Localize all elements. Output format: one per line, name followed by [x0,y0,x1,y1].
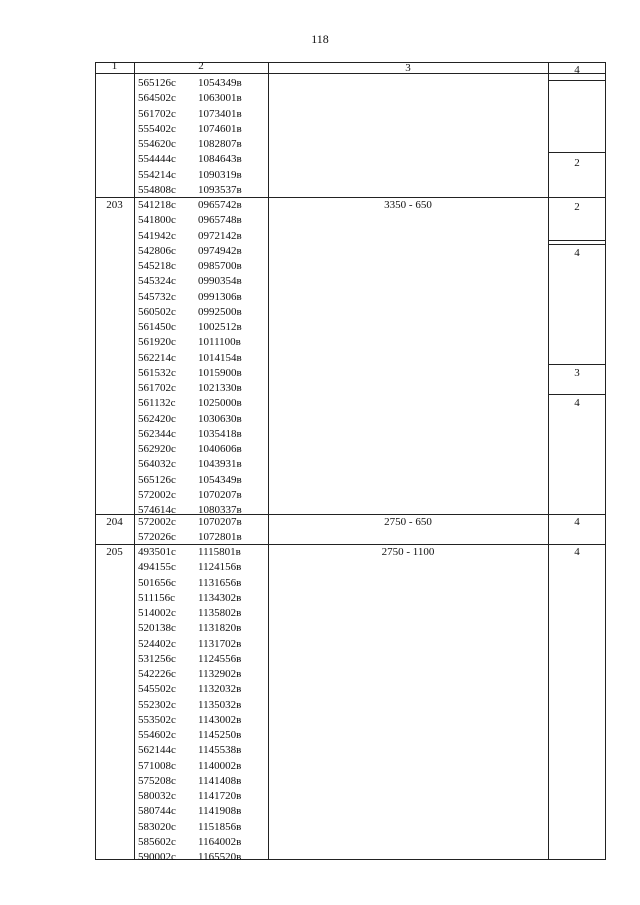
coordinate-row [138,335,268,350]
longitude: 1070207в [198,488,242,501]
latitude: 565126с [138,77,176,89]
longitude: 1025000в [198,397,242,410]
latitude: 511156с [138,591,176,604]
coordinate-row [138,152,268,167]
longitude: 0972142в [198,229,242,242]
coordinate-row [138,804,268,819]
coordinate-row [138,473,268,488]
latitude: 541800с [138,214,176,227]
longitude: 1143002в [198,713,242,726]
coordinate-row [138,320,268,335]
coordinate-row [138,606,268,621]
col4-mark: 4 [574,546,580,558]
latitude: 514002с [138,607,176,619]
longitude: 1124156в [198,561,242,574]
coordinate-row [138,545,268,560]
latitude: 561132с [138,397,176,410]
col4-separator [548,152,606,153]
longitude: 0991306в [198,290,242,303]
table-right-border [605,62,606,859]
latitude: 572002с [138,488,176,501]
latitude: 572026с [138,531,176,544]
col2-right-border [268,62,269,859]
latitude: 554620с [138,138,176,150]
coordinate-row [138,137,268,152]
longitude: 1093537в [198,183,242,196]
latitude: 531256с [138,652,176,665]
coordinate-row [138,774,268,789]
col4-mark: 3 [574,367,580,379]
coordinate-row [138,427,268,442]
longitude: 1140002в [198,759,242,772]
coordinate-row [138,274,268,289]
coordinate-row [138,290,268,305]
longitude: 1141408в [198,774,242,787]
longitude: 0985700в [198,260,242,272]
header-col2: 2 [198,60,204,72]
latitude: 554808с [138,183,176,196]
col4-mark: 4 [574,247,580,259]
coordinates-table [95,60,606,863]
latitude: 541218с [138,199,176,211]
coordinate-row [138,621,268,636]
longitude: 1145250в [198,729,242,741]
longitude: 1134302в [198,591,242,604]
longitude: 1084643в [198,153,242,166]
coordinate-row [138,244,268,259]
entry-range: 2750 - 1100 [381,546,435,558]
col4-separator [548,394,606,395]
latitude: 542226с [138,668,176,680]
coordinate-row [138,305,268,320]
latitude: 552302с [138,698,176,711]
latitude: 590002с [138,851,176,863]
latitude: 572002с [138,516,176,528]
coordinate-row [138,591,268,606]
longitude: 1141908в [198,805,242,818]
longitude: 0990354в [198,275,242,288]
longitude: 1124556в [198,652,242,665]
coordinate-row [138,91,268,106]
continuation-coordinates [138,76,268,198]
latitude: 561920с [138,336,176,349]
coordinate-row [138,488,268,503]
entry-205-coordinates [138,545,268,865]
table-left-border [95,62,96,859]
longitude: 0965748в [198,214,242,227]
latitude: 554602с [138,729,176,741]
col4-separator [548,244,606,245]
col4-mark: 2 [574,201,580,213]
coordinate-row [138,442,268,457]
longitude: 1072801в [198,531,242,544]
latitude: 554444с [138,153,176,166]
coordinate-row [138,652,268,667]
latitude: 565126с [138,473,176,486]
longitude: 1054349в [198,473,242,486]
longitude: 1132902в [198,668,242,680]
latitude: 571008с [138,759,176,772]
longitude: 1040606в [198,443,242,455]
longitude: 1074601в [198,122,242,135]
col3-right-border [548,62,549,859]
coordinate-row [138,457,268,472]
entry-range: 2750 - 650 [384,516,432,528]
longitude: 1035418в [198,427,242,440]
longitude: 1164002в [198,835,242,848]
coordinate-row [138,698,268,713]
coordinate-row [138,850,268,865]
longitude: 1063001в [198,92,242,105]
latitude: 554214с [138,168,176,181]
entry-id: 203 [106,199,123,211]
latitude: 494155с [138,561,176,574]
longitude: 1135802в [198,607,242,619]
coordinate-row [138,759,268,774]
longitude: 0992500в [198,305,242,318]
coordinate-row [138,198,268,213]
longitude: 1090319в [198,168,242,181]
longitude: 1082807в [198,138,242,150]
longitude: 1131656в [198,576,242,589]
longitude: 1073401в [198,107,242,120]
coordinate-row [138,412,268,427]
longitude: 1054349в [198,77,242,89]
longitude: 1145538в [198,744,242,757]
col1-right-border [134,62,135,859]
coordinate-row [138,728,268,743]
coordinate-row [138,183,268,198]
latitude: 580744с [138,805,176,818]
latitude: 562344с [138,427,176,440]
coordinate-row [138,122,268,137]
latitude: 561532с [138,366,176,379]
longitude: 1132032в [198,683,242,696]
entry-id: 205 [106,546,123,558]
latitude: 501656с [138,576,176,589]
latitude: 553502с [138,713,176,726]
coordinate-row [138,743,268,758]
coordinate-row [138,168,268,183]
longitude: 1021330в [198,382,242,394]
latitude: 561450с [138,321,176,333]
longitude: 1011100в [198,336,241,349]
coordinate-row [138,366,268,381]
coordinate-row [138,637,268,652]
header-col3: 3 [405,62,411,74]
coordinate-row [138,682,268,697]
longitude: 1070207в [198,516,242,528]
latitude: 555402с [138,122,176,135]
longitude: 0965742в [198,199,242,211]
entry-id: 204 [106,516,123,528]
coordinate-row [138,667,268,682]
latitude: 562920с [138,443,176,455]
longitude: 0974942в [198,244,242,257]
coordinate-row [138,396,268,411]
coordinate-row [138,381,268,396]
coordinate-row [138,820,268,835]
longitude: 1002512в [198,321,242,333]
latitude: 562144с [138,744,176,757]
col4-mark: 4 [574,397,580,409]
longitude: 1080337в [198,504,242,516]
latitude: 562214с [138,351,176,364]
col4-separator [548,364,606,365]
coordinate-row [138,560,268,575]
latitude: 524402с [138,637,176,650]
latitude: 545218с [138,260,176,272]
latitude: 493501с [138,546,176,558]
latitude: 564032с [138,458,176,471]
latitude: 545502с [138,683,176,696]
entry-range: 3350 - 650 [384,199,432,211]
coordinate-row [138,789,268,804]
coordinate-row [138,351,268,366]
longitude: 1151856в [198,820,242,833]
latitude: 580032с [138,790,176,802]
coordinate-row [138,835,268,850]
latitude: 561702с [138,382,176,394]
coordinate-row [138,515,268,530]
latitude: 561702с [138,107,176,120]
entry-203-coordinates [138,198,268,518]
latitude: 585602с [138,835,176,848]
latitude: 560502с [138,305,176,318]
longitude: 1030630в [198,412,242,425]
latitude: 574614с [138,504,176,516]
latitude: 564502с [138,92,176,105]
latitude: 575208с [138,774,176,787]
header-col4: 4 [574,64,580,76]
header-col1: 1 [111,60,118,72]
latitude: 545732с [138,290,176,303]
latitude: 541942с [138,229,176,242]
coordinate-row [138,259,268,274]
longitude: 1135032в [198,698,242,711]
page-number: 118 [311,32,329,46]
col4-separator [548,240,606,241]
longitude: 1131702в [198,637,242,650]
coordinate-row [138,229,268,244]
coordinate-row [138,576,268,591]
longitude: 1141720в [198,790,242,802]
longitude: 1165520в [198,851,242,863]
col4-mark: 4 [574,516,580,528]
col4-mark: 2 [574,157,580,169]
longitude: 1014154в [198,351,242,364]
latitude: 583020с [138,820,176,833]
latitude: 545324с [138,275,176,288]
longitude: 1115801в [198,546,241,558]
longitude: 1043931в [198,458,242,471]
longitude: 1015900в [198,366,242,379]
longitude: 1131820в [198,622,242,635]
coordinate-row [138,213,268,228]
entry-204-coordinates [138,515,268,546]
latitude: 542806с [138,244,176,257]
coordinate-row [138,530,268,545]
latitude: 562420с [138,412,176,425]
latitude: 520138с [138,622,176,635]
coordinate-row [138,107,268,122]
coordinate-row [138,713,268,728]
coordinate-row [138,76,268,91]
col4-separator [548,80,606,81]
